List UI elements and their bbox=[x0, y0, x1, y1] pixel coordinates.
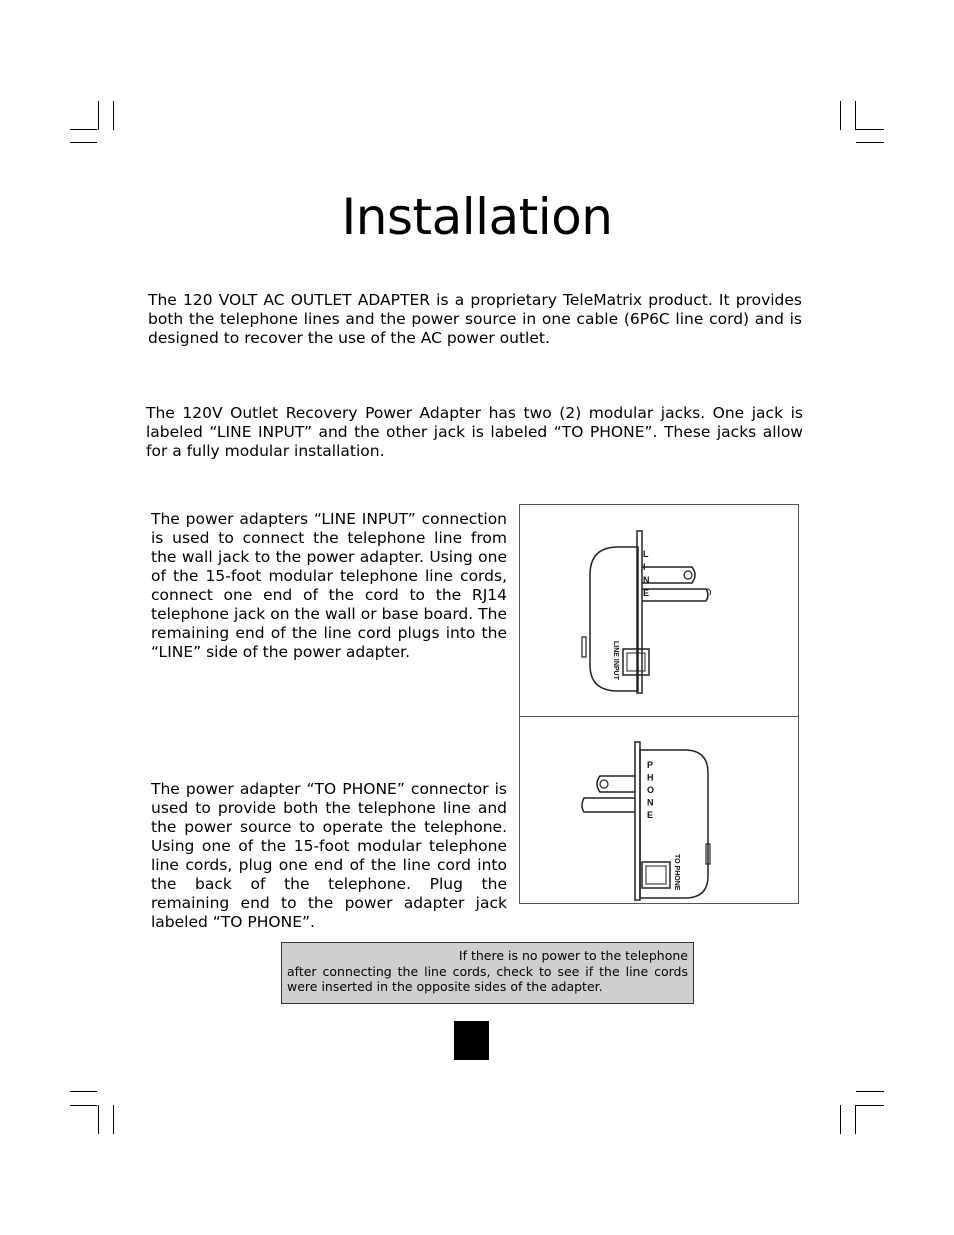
to-phone-paragraph: The power adapter “TO PHONE” connector is used to provide both the telephone line and the power source to operate the telephone. Using one of the 15-foot modular telephone line cords, plug one end of the line cord into the back of the telephone. Plug the remaining end to the power adapter jack labeled “TO PHONE”. bbox=[151, 780, 507, 931]
jacks-paragraph: The 120V Outlet Recovery Power Adapter has two (2) modular jacks. One jack is labeled “LINE INPUT” and the other jack is labeled “TO PHONE”. These jacks allow for a fully modular installation. bbox=[146, 404, 803, 460]
line-side-diagram bbox=[520, 505, 798, 715]
line-input-paragraph: The power adapters “LINE INPUT” connection is used to connect the telephone line from the wall jack to the power adapter. Using one of the 15-foot modular telephone line cords, connect one end of the cord to the RJ14 telephone jack on the wall or base board. The remaining end of the line cord plugs into the “LINE” side of the power adapter. bbox=[151, 510, 507, 661]
intro-paragraph: The 120 VOLT AC OUTLET ADAPTER is a proprietary TeleMatrix product. It provides both the telephone lines and the power source in one cable (6P6C line cord) and is designed to recover the use of the AC power outlet. bbox=[148, 291, 802, 347]
adapter-figure bbox=[519, 504, 799, 904]
page-title: Installation bbox=[341, 188, 613, 246]
phone-side-label: P H O N E bbox=[647, 760, 655, 820]
troubleshooting-note bbox=[281, 942, 694, 1004]
note-body: after connecting the line cords, check to see if the line cords were inserted in the opposite sides of the adapter. bbox=[287, 963, 688, 994]
note-line-1: If there is no power to the telephone bbox=[458, 948, 688, 963]
phone-side-diagram bbox=[520, 717, 798, 927]
svg-text:LINE: L I N E bbox=[643, 549, 650, 598]
page-number-box bbox=[454, 1021, 489, 1060]
to-phone-jack-label: TO PHONE bbox=[673, 854, 680, 891]
line-side-label bbox=[643, 549, 650, 598]
line-input-jack-label: LINE INPUT bbox=[612, 641, 619, 680]
